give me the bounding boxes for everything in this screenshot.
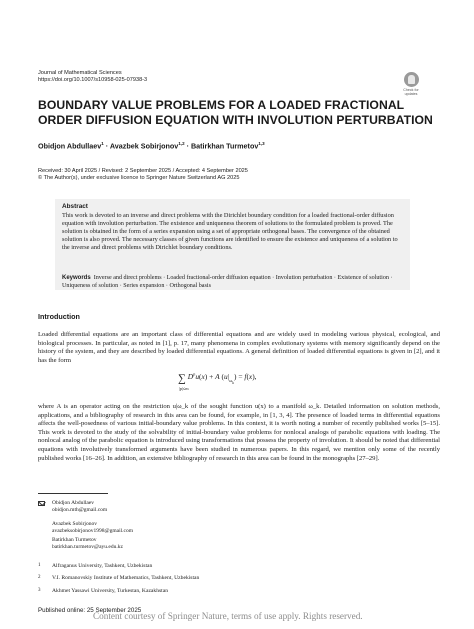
affiliation-number: 3 [38,588,41,593]
author-separator: · [184,141,191,151]
bookmark-icon [404,72,419,87]
introduction-paragraph-1: Loaded differential equations are an important class of differential equations and are widely used in modeling various physical, ecological, and biological processes. In particular, as noted in [1], p. 17, many phenomena in complex evolutionary systems with memory significantly depend on the history of the system, and they are described by loaded differential equations. A general definition of loaded differential equations is given in [2], and it has the form [38,331,440,364]
author-name[interactable]: Avazbek Sobirjonov [109,141,179,151]
section-heading-introduction: Introduction [38,312,80,321]
footnote-divider [38,493,108,494]
summation-symbol: ∑ [178,372,186,385]
affiliation-text: V.I. Romanovskiy Institute of Mathematics, Tashkent, Uzbekistan [52,575,200,581]
affiliation-number: 2 [38,575,41,580]
display-equation [178,372,257,391]
equation-body: $D^pu(x) + A$ $(u|_{\omega_k}) = f(x)$, [187,372,257,385]
author-contact [52,521,133,535]
abstract-heading: Abstract [62,203,88,210]
crossmark-label: Check for updates [403,88,419,96]
author-name[interactable]: Obidjon Abdullaev [38,141,102,151]
received-dates: Received: 30 April 2025 / Revised: 2 September 2025 / Accepted: 4 September 2025 [38,168,248,174]
contact-email[interactable]: batirkhan.turmetov@ayu.edu.kz [52,543,123,550]
author-list [38,141,265,150]
crossmark-badge[interactable] [400,72,422,96]
copyright-line: © The Author(s), under exclusive licence to Springer Nature Switzerland AG 2025 [38,175,240,182]
envelope-icon [38,501,45,506]
copyright-watermark: Content courtesy of Springer Nature, terms of use apply. Rights reserved. [93,611,363,621]
contact-name: Avazbek Sobirjonov [52,521,97,527]
contact-name: Batirkhan Turmetov [52,537,97,543]
abstract-text: This work is devoted to an inverse and direct problems with the Dirichlet boundary condition for a loaded fractional-order diffusion equation with involution perturbation. The existence and uniqueness theorem of solutions to the formulated problem is proved. The solution is obtained in the form of a series expansion using a set of appropriate orthogonal bases. The convergence of the obtained solution is also proved. The necessary classes of given functions are identified to ensure the existence and uniqueness of a solution to the inverse and direct problems with Dirichlet boundary conditions. [62,212,398,251]
article-title: BOUNDARY VALUE PROBLEMS FOR A LOADED FRACTIONAL ORDER DIFFUSION EQUATION WITH INVOLUTION PERTURBATION [38,98,433,127]
author-affiliation-sup: 1,2 [178,141,185,146]
journal-name: Journal of Mathematical Sciences [38,70,122,76]
doi-link[interactable]: https://doi.org/10.1007/s10958-025-07938-3 [38,77,148,83]
affiliation-number: 1 [38,563,41,568]
author-name[interactable]: Batirkhan Turmetov [190,141,259,151]
keywords [62,274,406,290]
contact-email[interactable]: obidjon.mth@gmail.com [52,506,108,513]
introduction-paragraph-2: where A is an operator acting on the restriction u|ω_k of the sought function u(x) to a manifold ω_k. Detailed information on solution methods, applications, and a bibliography of research in this area can be found, for example, in [1, 3, 4]. The presence of loaded terms in differential equations affects the well-posedness of various initial-boundary value problems. In this context, it is worth noting a number of recently published works [5–15]. This work is devoted to the study of the solvability of initial-boundary value problems for nonlocal analogs of parabolic equations with loading. The nonlocal analog of the parabolic equation is introduced using transformations that possess the property of involution. It should be noted that differential equations with involutively transformed arguments have been studied in numerous papers. In this regard, we mention only some of the recently published works [16–26]. In addition, an extensive bibliography of research in this area can be found in the monographs [27–29]. [38,403,440,462]
journal-header [38,70,147,84]
affiliation-text: Alfraganus University, Tashkent, Uzbekistan [52,563,153,569]
author-contact [52,537,123,551]
summation-subscript: |p|≤m [179,386,189,391]
corresponding-author-contact [52,500,107,514]
keywords-label: Keywords [62,275,91,281]
author-affiliation-sup: 1 [101,141,104,146]
keywords-list: Inverse and direct problems · Loaded fractional-order diffusion equation · Involution perturbation · Existence of solution · Uniqueness of solution · Series expansion · Orthogonal basis [62,275,393,289]
publication-dates [38,168,248,183]
contact-name: Obidjon Abdullaev [52,500,95,506]
affiliation-text: Akhmet Yassawi University, Turkestan, Kazakhstan [52,588,169,594]
contact-email[interactable]: avazbeksobirjonov1998@gmail.com [52,527,133,534]
author-separator: · [103,141,110,151]
author-affiliation-sup: 1,3 [258,141,265,146]
published-online: Published online: 25 September 2025 [38,607,142,614]
